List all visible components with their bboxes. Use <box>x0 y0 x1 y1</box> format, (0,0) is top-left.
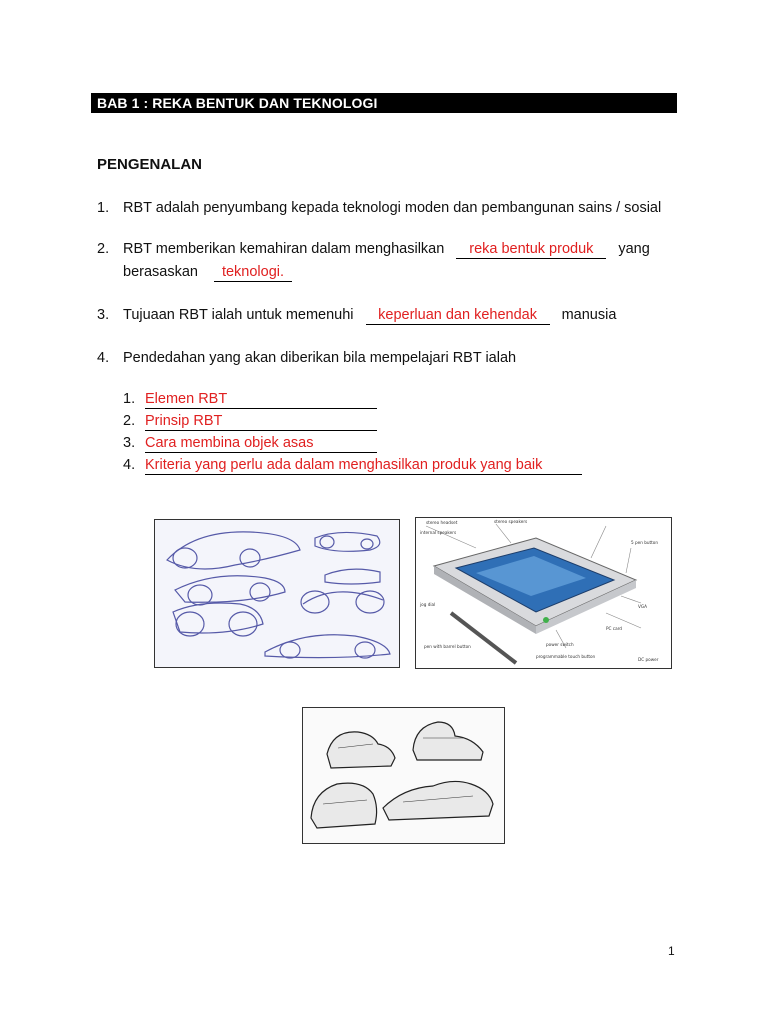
chapter-title-bar <box>91 93 677 113</box>
list-item-1 <box>97 199 661 217</box>
callout-label: power switch <box>546 642 574 647</box>
callout-label: programmable touch button <box>536 654 596 659</box>
callout-label: VGA <box>638 604 647 609</box>
item-number: 1. <box>97 200 110 216</box>
car-sketch-drawing <box>155 520 399 667</box>
list-item-2-cont <box>123 263 292 282</box>
item-text: Tujuaan RBT ialah untuk memenuhi <box>123 307 354 323</box>
list-item-3 <box>97 306 616 325</box>
item-text: Pendedahan yang akan diberikan bila mempelajari RBT ialah <box>123 350 517 366</box>
chapter-title: BAB 1 : REKA BENTUK DAN TEKNOLOGI <box>97 95 378 111</box>
shoe-sketch-drawing <box>303 708 504 843</box>
sub-item-4 <box>123 456 582 475</box>
sub-item-answer: Kriteria yang perlu ada dalam menghasilkan produk yang baik <box>145 456 582 475</box>
item-number: 2. <box>97 241 110 257</box>
car-sketch-image <box>154 519 400 668</box>
item-number: 3. <box>97 307 110 323</box>
section-heading: PENGENALAN <box>97 156 203 173</box>
callout-label: stereo headset <box>426 520 458 525</box>
item-text: yang <box>618 241 650 257</box>
sub-item-3 <box>123 434 377 453</box>
item-number: 4. <box>97 350 110 366</box>
sub-item-1 <box>123 390 377 409</box>
callout-label: stereo speakers <box>494 519 528 524</box>
sub-item-answer: Elemen RBT <box>145 390 377 409</box>
callout-label: DC power <box>638 657 659 662</box>
page-number: 1 <box>668 944 675 958</box>
answer-blank: reka bentuk produk <box>456 240 606 259</box>
tablet-diagram-image <box>415 517 672 669</box>
sub-item-number: 4. <box>123 457 136 473</box>
list-item-4 <box>97 349 516 367</box>
callout-label: internal speakers <box>420 530 457 535</box>
sub-item-number: 2. <box>123 413 136 429</box>
sub-item-number: 1. <box>123 391 136 407</box>
list-item-2 <box>97 240 650 259</box>
sub-item-number: 3. <box>123 435 136 451</box>
item-text: RBT memberikan kemahiran dalam menghasilkan <box>123 241 445 257</box>
answer-blank: keperluan dan kehendak <box>366 306 550 325</box>
tablet-diagram-drawing <box>416 518 671 668</box>
answer-blank: teknologi. <box>214 263 292 282</box>
callout-label: jog dial <box>420 602 436 607</box>
item-text: RBT adalah penyumbang kepada teknologi moden dan pembangunan sains / sosial <box>123 200 662 216</box>
sub-item-answer: Cara membina objek asas <box>145 434 377 453</box>
callout-label: pen with barrel button <box>424 644 471 649</box>
item-text: berasaskan <box>123 264 198 280</box>
callout-label: 5 pen button <box>631 540 659 545</box>
sub-item-2 <box>123 412 377 431</box>
item-text: manusia <box>561 307 617 323</box>
callout-label: PC card <box>606 626 622 631</box>
sub-item-answer: Prinsip RBT <box>145 412 377 431</box>
shoe-sketch-image <box>302 707 505 844</box>
